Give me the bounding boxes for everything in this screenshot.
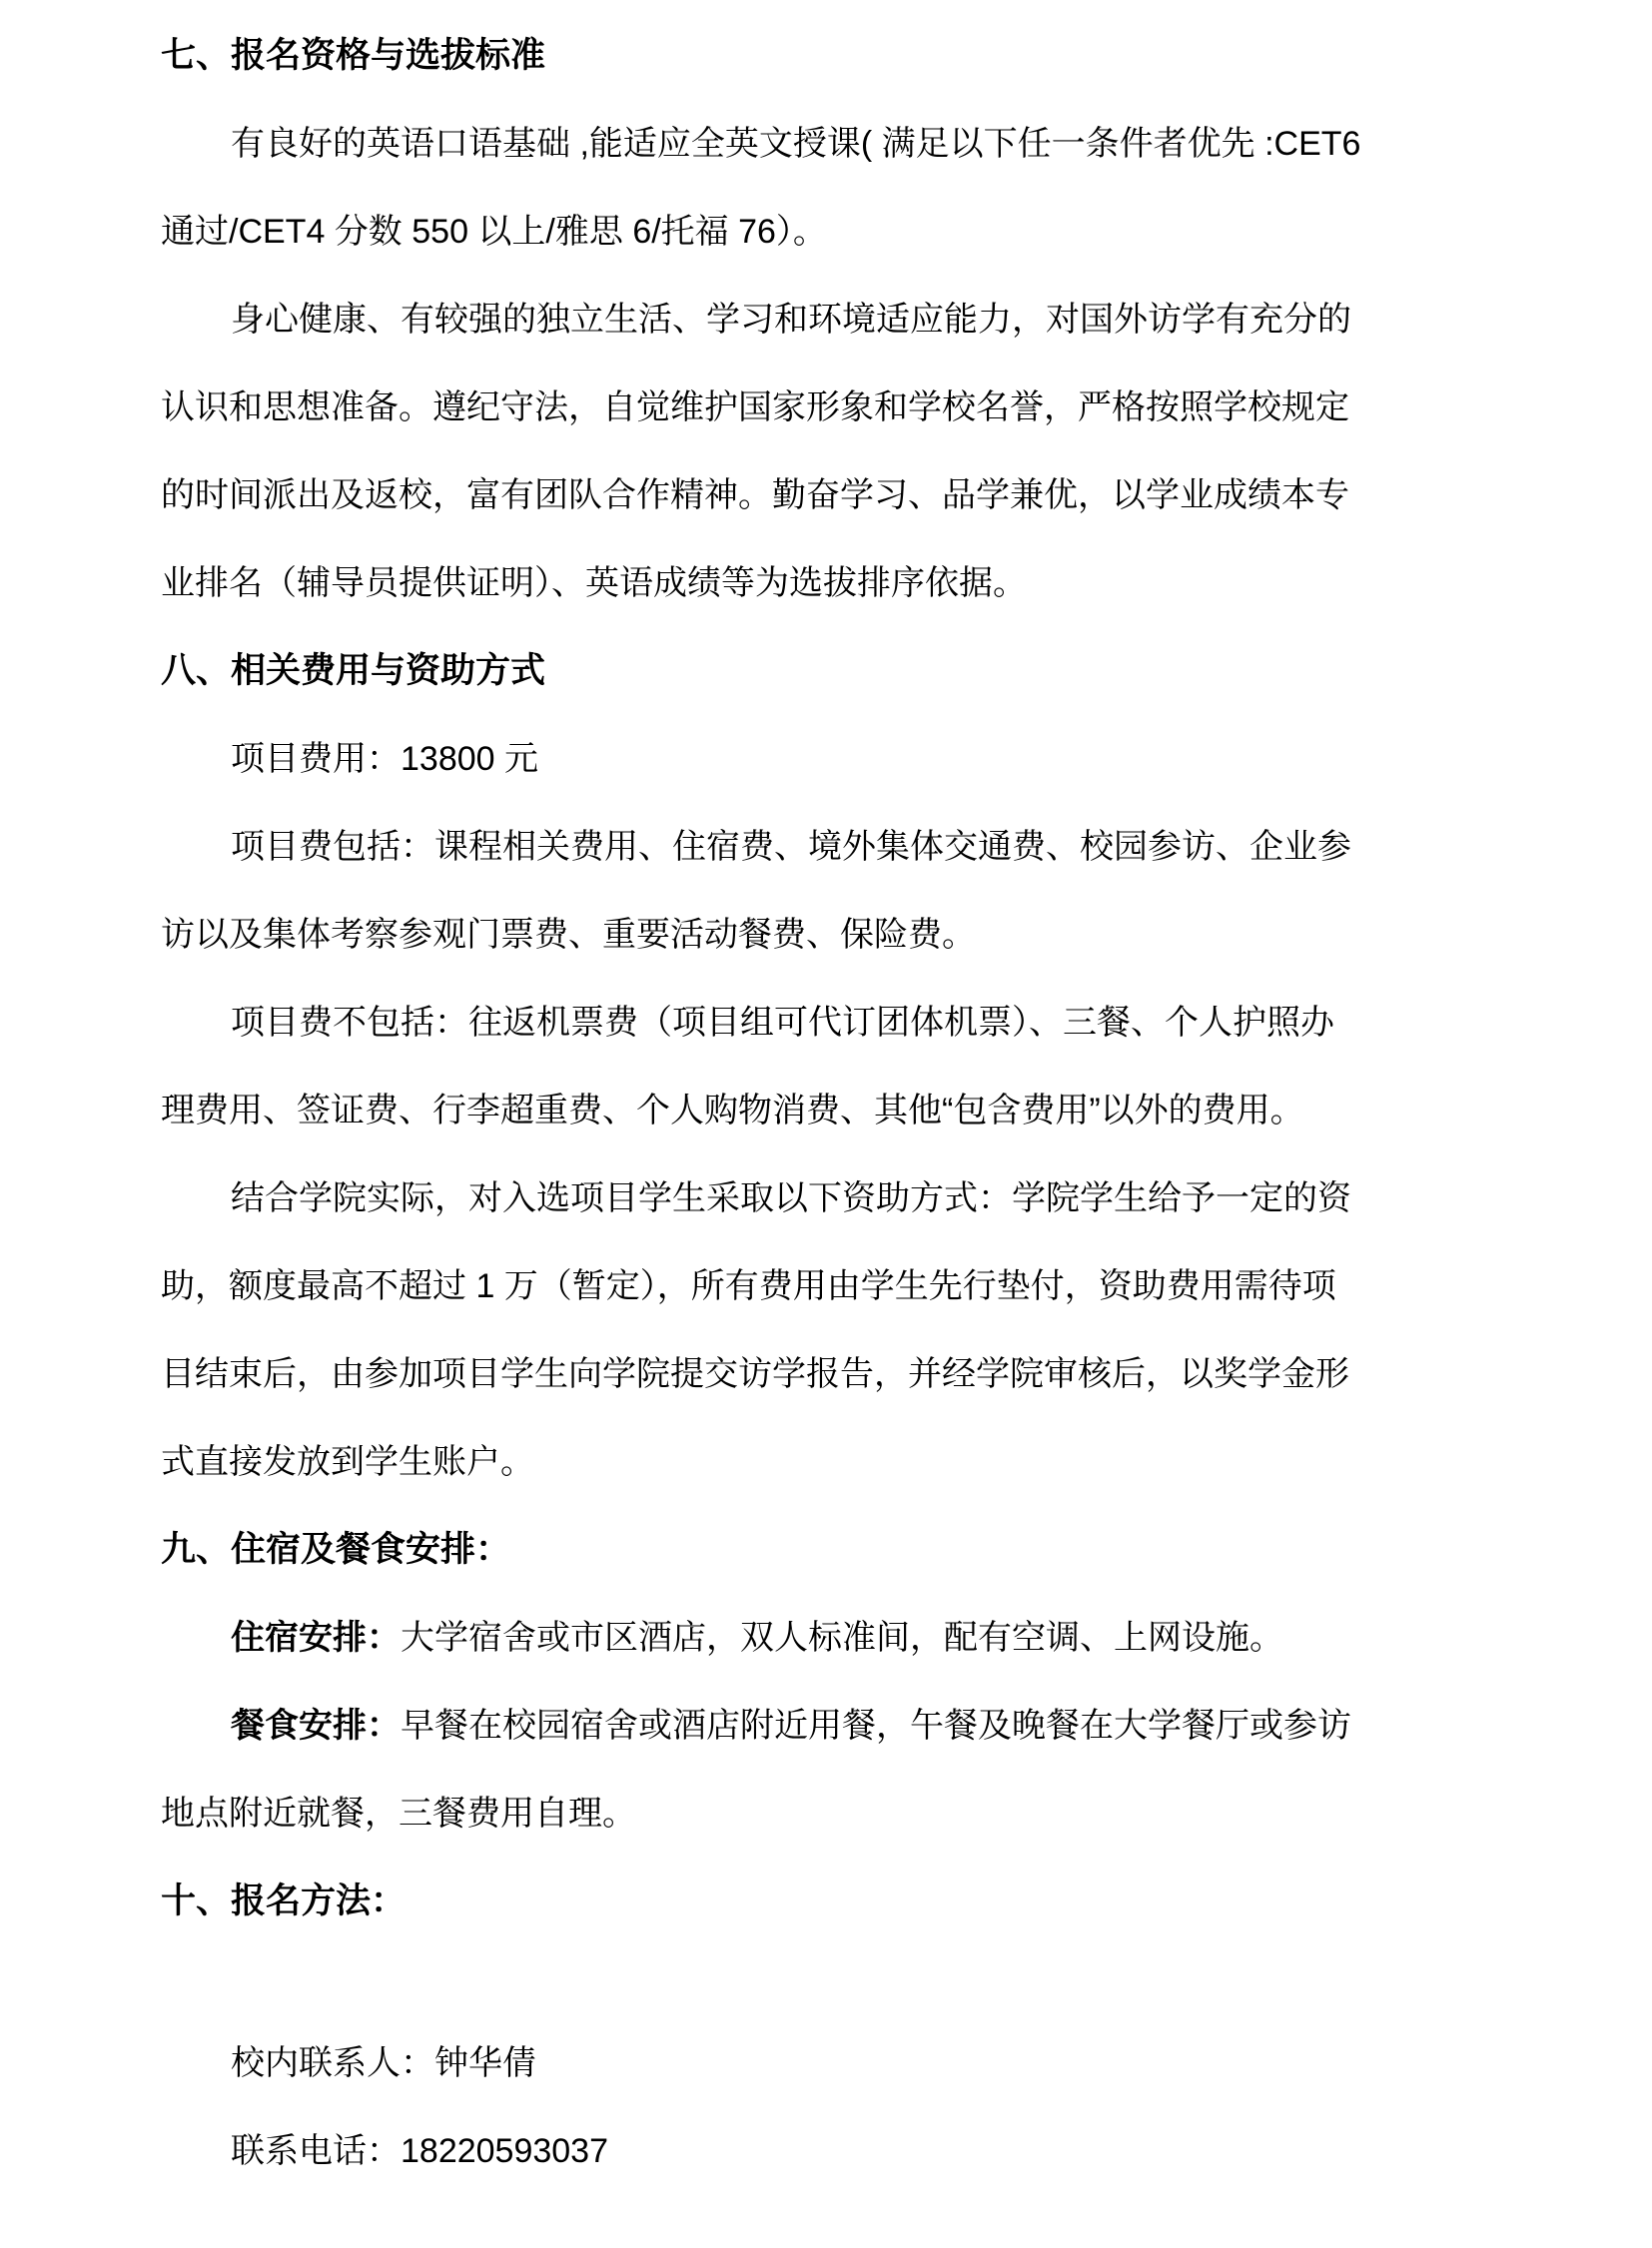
section-heading: 七、报名资格与选拔标准 [161, 36, 546, 75]
document-body [161, 12, 1493, 2195]
text-line: 访以及集体考察参观门票费、重要活动餐费、保险费。 [161, 916, 976, 954]
text-line: 认识和思想准备。遵纪守法，自觉维护国家形象和学校名誉，严格按照学校规定 [161, 388, 1349, 426]
text-line: 理费用、签证费、行李超重费、个人购物消费、其他“包含费用”以外的费用。 [161, 1092, 1304, 1129]
line-text: 大学宿舍或市区酒店，双人标准间，配有空调、上网设施。 [401, 1619, 1283, 1657]
text-line: 结合学院实际，对入选项目学生采取以下资助方式：学院学生给予一定的资 [231, 1179, 1351, 1217]
section-heading: 八、相关费用与资助方式 [161, 651, 546, 690]
spacer [161, 1945, 1493, 2019]
line-bold-prefix: 住宿安排： [231, 1619, 401, 1657]
line-text: 早餐在校园宿舍或酒店附近用餐，午餐及晚餐在大学餐厅或参访 [401, 1707, 1351, 1745]
text-line: 的时间派出及返校，富有团队合作精神。勤奋学习、品学兼优，以学业成绩本专 [161, 476, 1349, 514]
text-line: 联系电话：18220593037 [231, 2132, 609, 2170]
text-line: 身心健康、有较强的独立生活、学习和环境适应能力，对国外访学有充分的 [231, 301, 1351, 339]
text-line: 通过/CET4 分数 550 以上/雅思 6/托福 76）。 [161, 213, 827, 251]
text-line: 地点附近就餐，三餐费用自理。 [161, 1795, 636, 1833]
text-line: 项目费不包括：往返机票费（项目组可代订团体机票）、三餐、个人护照办 [231, 1004, 1334, 1042]
text-line: 目结束后，由参加项目学生向学院提交访学报告，并经学院审核后，以奖学金形 [161, 1355, 1349, 1393]
text-line: 校内联系人：钟华倩 [231, 2044, 536, 2082]
text-line: 项目费用：13800 元 [231, 740, 538, 778]
line-bold-prefix: 餐食安排： [231, 1707, 401, 1745]
text-line: 式直接发放到学生账户。 [161, 1443, 534, 1481]
text-line [161, 1594, 1493, 1682]
text-line: 助，额度最高不超过 1 万（暂定），所有费用由学生先行垫付，资助费用需待项 [161, 1267, 1336, 1305]
text-line [161, 1682, 1493, 1770]
text-line: 业排名（辅导员提供证明）、英语成绩等为选拔排序依据。 [161, 564, 1027, 602]
text-line: 有良好的英语口语基础 ,能适应全英文授课( 满足以下任一条件者优先 :CET6 [231, 125, 1361, 163]
text-line: 项目费包括：课程相关费用、住宿费、境外集体交通费、校园参访、企业参 [231, 828, 1351, 866]
section-heading: 九、住宿及餐食安排： [161, 1530, 511, 1569]
section-heading: 十、报名方法： [161, 1881, 407, 1920]
